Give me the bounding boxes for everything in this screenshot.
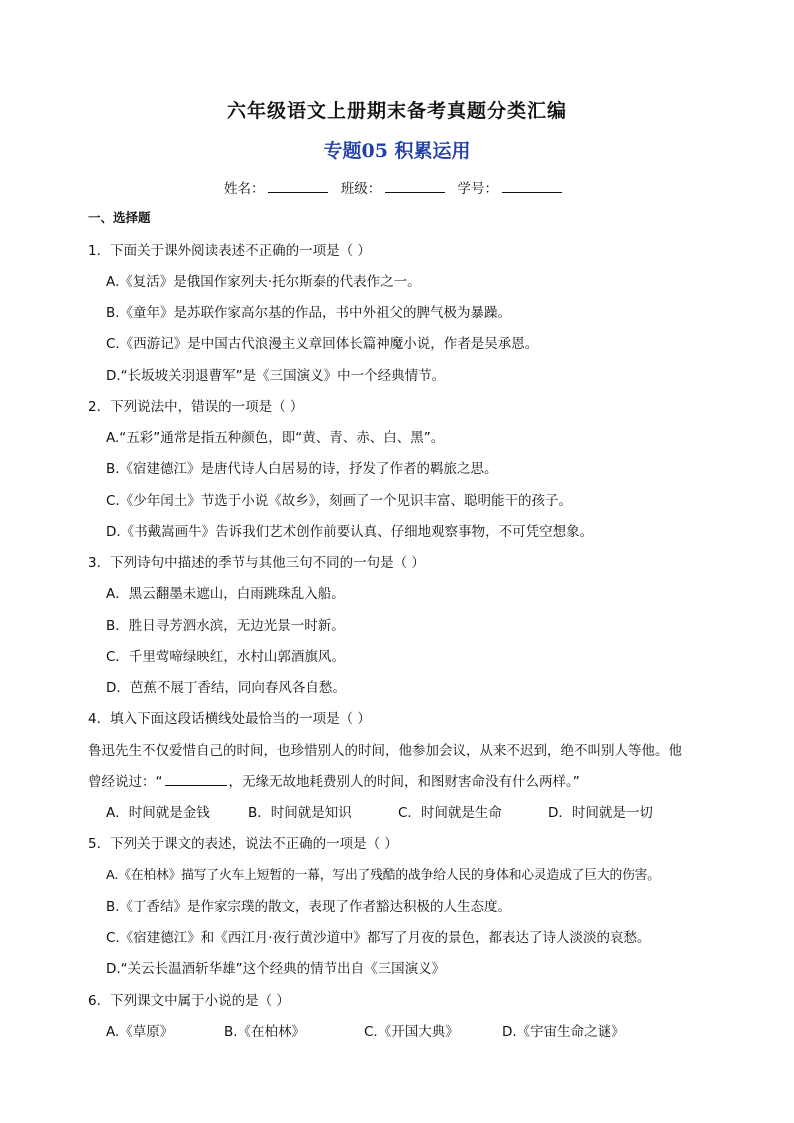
document-title: 六年级语文上册期末备考真题分类汇编 (226, 100, 567, 122)
question-3-option-c: C．千里莺啼绿映红，水村山郭酒旗风。 (106, 649, 345, 665)
section-title: 一、选择题 (88, 210, 151, 225)
question-4-stem: 4．填入下面这段话横线处最恰当的一项是（ ） (88, 711, 371, 727)
question-4-option-d: D．时间就是一切 (548, 805, 653, 821)
id-label: 学号： (457, 181, 499, 197)
question-5-option-a: A.《在柏林》描写了火车上短暂的一幕，写出了残酷的战争给人民的身体和心灵造成了巨大的伤害。 (106, 868, 660, 883)
document-subtitle: 专题05 积累运用 (323, 140, 471, 162)
question-1-option-b: B.《童年》是苏联作家高尔基的作品，书中外祖父的脾气极为暴躁。 (106, 305, 512, 321)
question-3-stem: 3．下列诗句中描述的季节与其他三句不同的一句是（ ） (88, 555, 425, 571)
question-4-option-c: C．时间就是生命 (398, 805, 502, 821)
question-2-option-a: A.“五彩”通常是指五种颜色，即“黄、青、赤、白、黑”。 (106, 430, 445, 446)
question-6-option-d: D.《宇宙生命之谜》 (502, 1024, 625, 1040)
question-3-option-b: B．胜日寻芳泗水滨，无边光景一时新。 (106, 618, 345, 634)
question-2-option-b: B.《宿建德江》是唐代诗人白居易的诗，抒发了作者的羁旅之思。 (106, 461, 498, 477)
question-6-option-b: B.《在柏林》 (224, 1024, 306, 1040)
question-5-option-c: C.《宿建德江》和《西江月·夜行黄沙道中》都写了月夜的景色，都表达了诗人淡淡的哀愁。 (106, 930, 651, 946)
question-4-option-b: B．时间就是知识 (248, 805, 352, 821)
question-5-option-d: D.“关云长温酒斩华雄”这个经典的情节出自《三国演义》 (106, 961, 446, 977)
id-blank (502, 180, 562, 193)
question-2-option-c: C.《少年闰土》节选于小说《故乡》，刻画了一个见识丰富、聪明能干的孩子。 (106, 493, 572, 509)
class-label: 班级： (340, 181, 382, 197)
question-2-stem: 2．下列说法中，错误的一项是（ ） (88, 399, 304, 415)
question-4-option-a: A．时间就是金钱 (106, 805, 210, 821)
passage-suffix: ，无缘无故地耗费别人的时间，和图财害命没有什么两样。” (228, 774, 580, 790)
question-5-option-b: B.《丁香结》是作家宗璞的散文，表现了作者豁达积极的人生态度。 (106, 899, 512, 915)
student-info-line (0, 177, 794, 197)
question-6-options (106, 1020, 625, 1040)
passage-prefix: 曾经说过：“ (88, 774, 163, 790)
question-1-option-d: D.“长坂坡关羽退曹军”是《三国演义》中一个经典情节。 (106, 368, 446, 384)
question-4-options (106, 801, 653, 821)
question-6-option-c: C.《开国大典》 (364, 1024, 459, 1040)
question-1-stem: 1．下面关于课外阅读表述不正确的一项是（ ） (88, 243, 371, 259)
question-4-passage-line-2 (88, 770, 580, 790)
question-6-option-a: A.《草原》 (106, 1024, 174, 1040)
question-3-option-d: D．芭蕉不展丁香结，同向春风各自愁。 (106, 680, 346, 696)
question-6-stem: 6．下列课文中属于小说的是（ ） (88, 993, 290, 1009)
class-blank (385, 180, 445, 193)
name-blank (268, 180, 328, 193)
question-5-stem: 5．下列关于课文的表述，说法不正确的一项是（ ） (88, 836, 398, 852)
name-label: 姓名： (223, 181, 265, 197)
question-1-option-c: C.《西游记》是中国古代浪漫主义章回体长篇神魔小说，作者是吴承恩。 (106, 336, 539, 352)
question-4-passage-line-1: 鲁迅先生不仅爱惜自己的时间，也珍惜别人的时间，他参加会议，从来不迟到，绝不叫别人等他。他 (88, 743, 682, 759)
fill-blank (165, 773, 227, 786)
question-3-option-a: A．黑云翻墨未遮山，白雨跳珠乱入船。 (106, 586, 345, 602)
question-1-option-a: A.《复活》是俄国作家列夫·托尔斯泰的代表作之一。 (106, 274, 421, 290)
question-2-option-d: D.《书戴嵩画牛》告诉我们艺术创作前要认真、仔细地观察事物，不可凭空想象。 (106, 524, 594, 540)
